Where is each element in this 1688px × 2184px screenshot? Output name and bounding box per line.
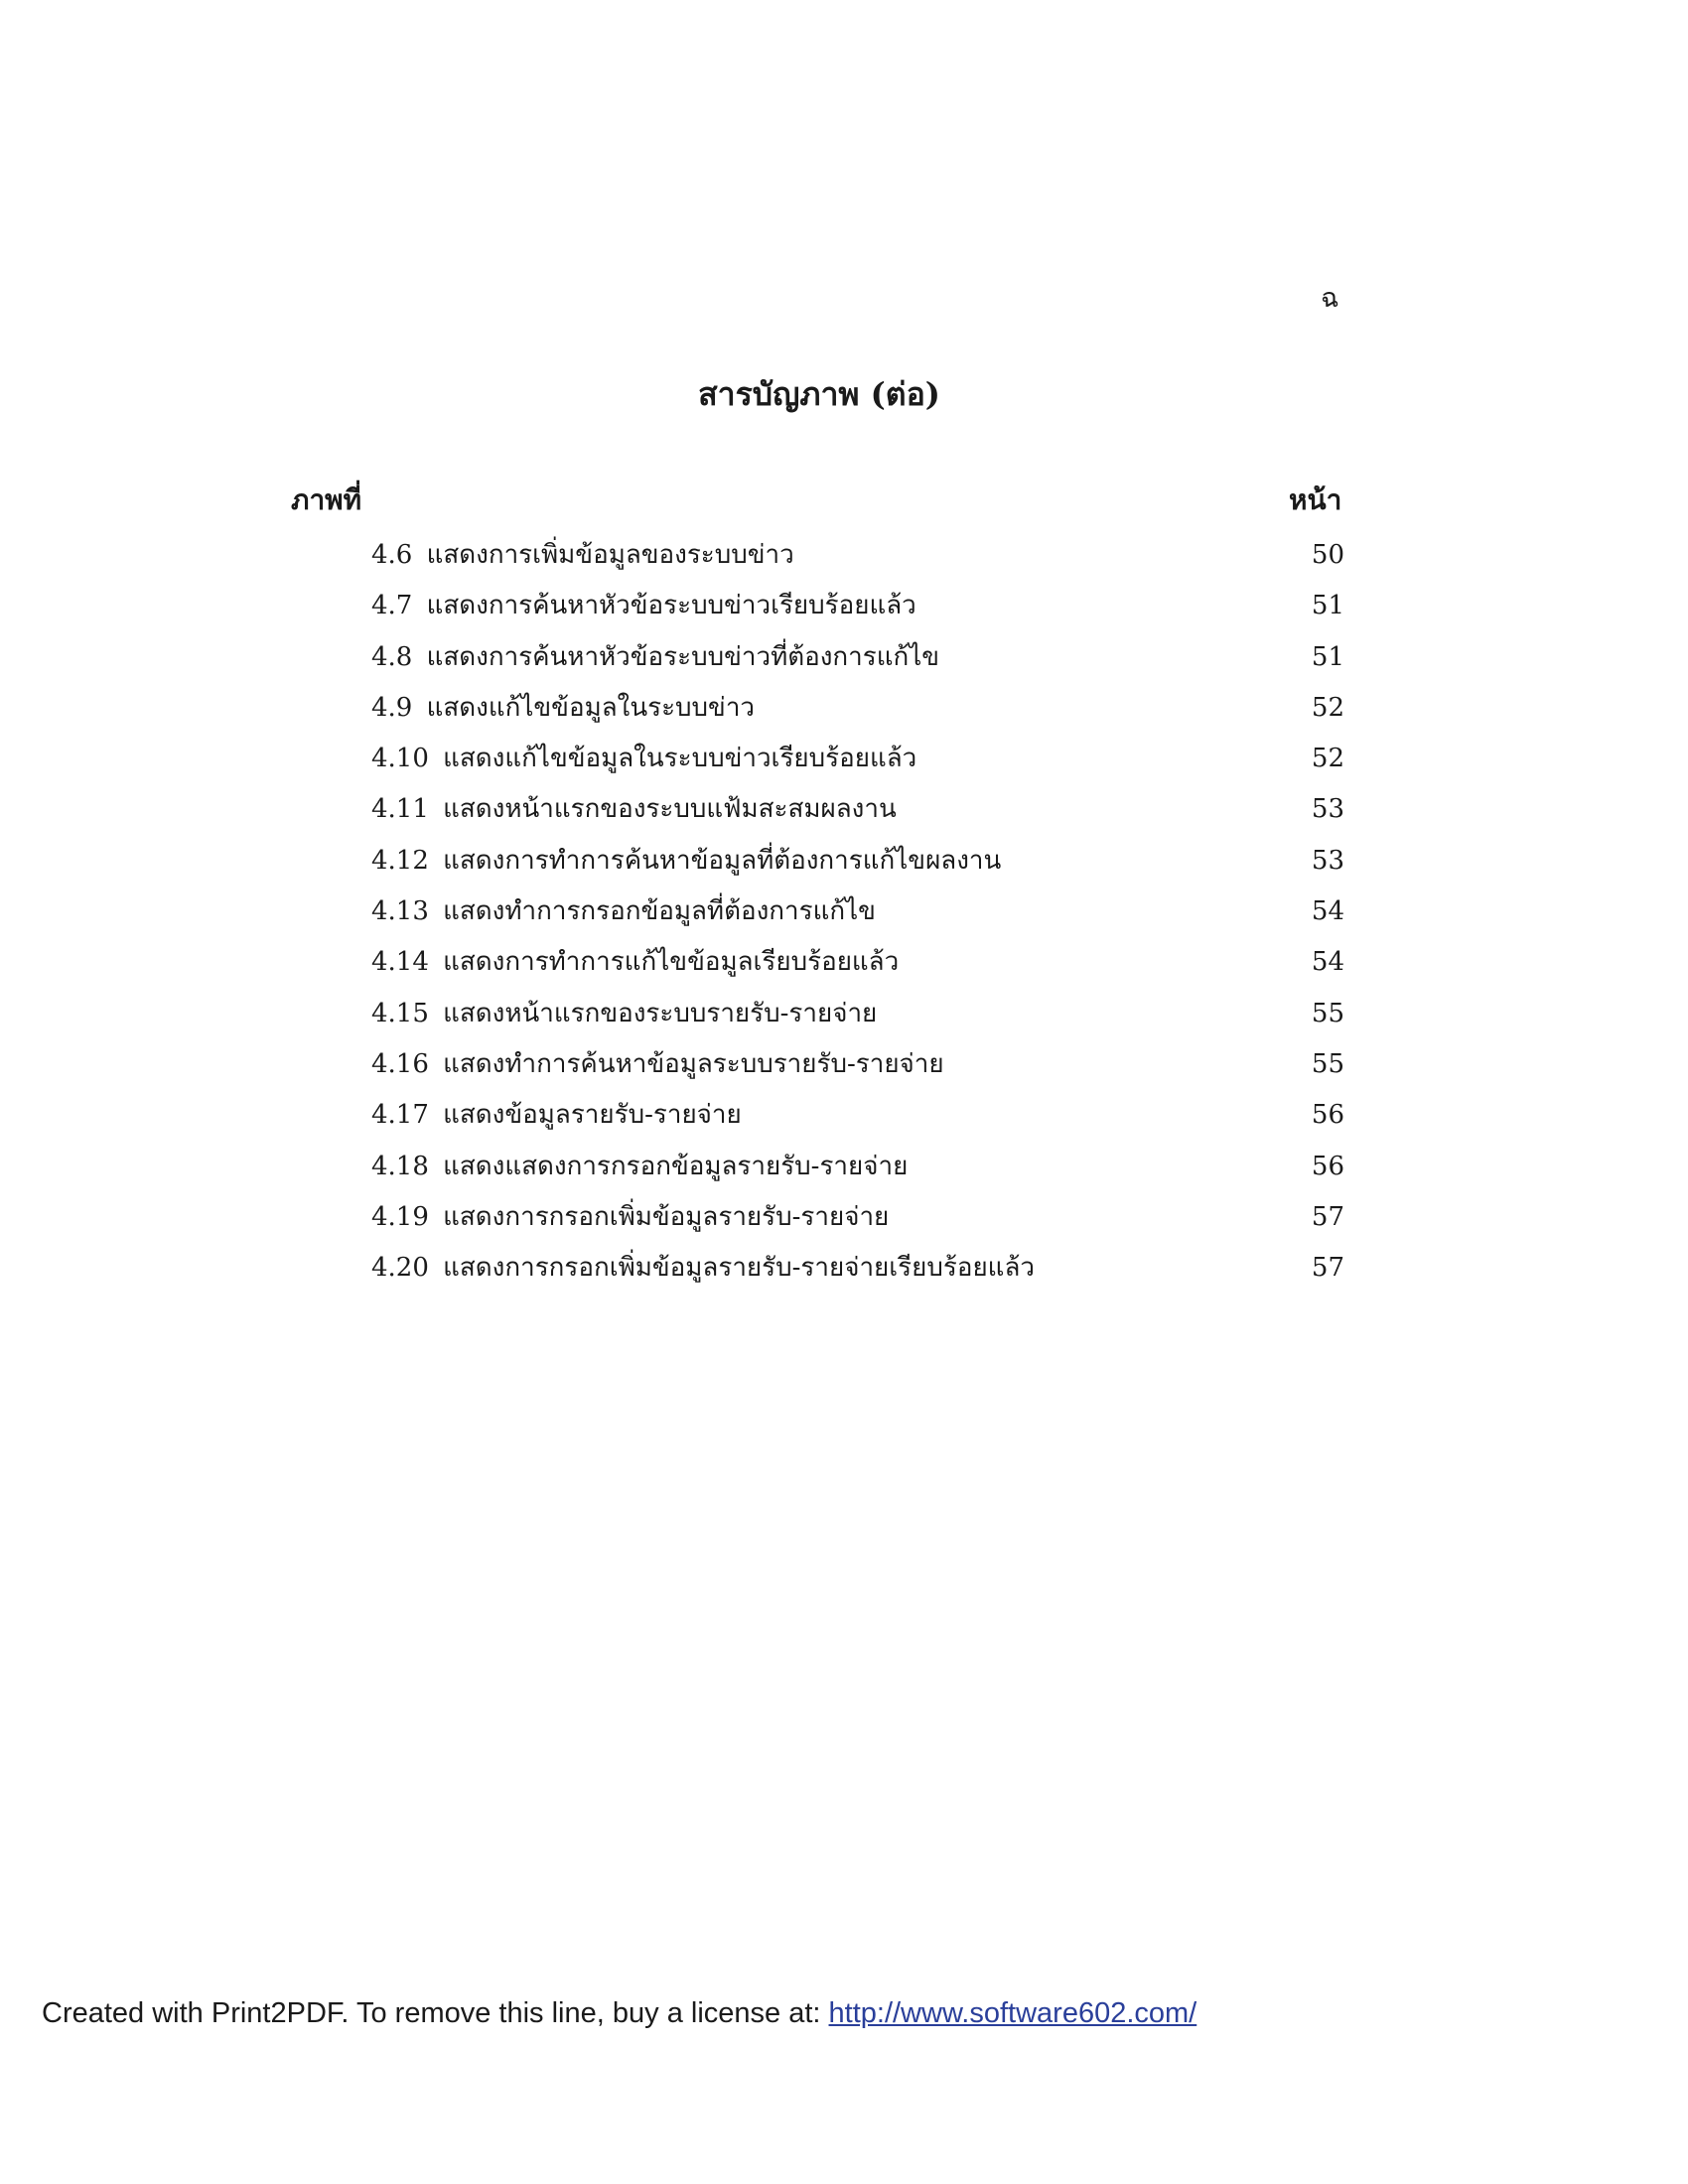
figure-caption: แสดงการกรอกเพิ่มข้อมูลรายรับ-รายจ่าย [443,1201,890,1232]
figure-caption: แสดงการค้นหาหัวข้อระบบข่าวเรียบร้อยแล้ว [426,591,916,621]
figure-number: 4.15 [371,998,429,1028]
page-ref: 55 [1311,1048,1344,1079]
figure-number: 4.10 [371,744,429,774]
toc-entry [371,887,1344,937]
figure-caption: แสดงการค้นหาหัวข้อระบบข่าวที่ต้องการแก้ไข [426,641,940,672]
toc-entry [371,632,1344,683]
figure-number: 4.12 [371,845,429,876]
figure-caption: แสดงแสดงการกรอกข้อมูลรายรับ-รายจ่าย [443,1151,909,1181]
page-ref: 57 [1311,1253,1344,1284]
license-link[interactable]: http://www.software602.com/ [828,1997,1197,2029]
figure-caption: แสดงการทำการค้นหาข้อมูลที่ต้องการแก้ไขผลงาน [443,845,1002,876]
figure-caption: แสดงแก้ไขข้อมูลในระบบข่าวเรียบร้อยแล้ว [443,744,917,774]
figure-caption: แสดงการเพิ่มข้อมูลของระบบข่าว [426,540,794,570]
page-ref: 51 [1311,591,1344,621]
figure-number: 4.9 [371,692,413,723]
toc-entry [371,937,1344,988]
figure-number: 4.14 [371,947,429,978]
figure-number: 4.11 [371,794,429,825]
toc-entry [371,683,1344,734]
toc-entry [371,1243,1344,1294]
page-ref: 52 [1311,744,1344,774]
figure-number: 4.8 [371,641,413,672]
figure-number: 4.16 [371,1048,429,1079]
toc-entry [371,836,1344,887]
figure-number: 4.7 [371,591,413,621]
toc-list [371,530,1344,1294]
figure-caption: แสดงแก้ไขข้อมูลในระบบข่าว [426,692,756,723]
figure-caption: แสดงหน้าแรกของระบบแฟ้มสะสมผลงาน [443,794,897,825]
figure-caption: แสดงหน้าแรกของระบบรายรับ-รายจ่าย [443,998,878,1028]
page-ref: 53 [1311,845,1344,876]
watermark-footer [42,1997,1196,2030]
figure-caption: แสดงการทำการแก้ไขข้อมูลเรียบร้อยแล้ว [443,947,900,978]
page-ref: 50 [1311,540,1344,570]
figure-caption: แสดงการกรอกเพิ่มข้อมูลรายรับ-รายจ่ายเรียบร้อยแล้ว [443,1253,1035,1284]
figure-number: 4.20 [371,1253,429,1284]
toc-entry [371,1192,1344,1243]
toc-entry [371,1090,1344,1141]
page-ref: 54 [1311,947,1344,978]
page-ref: 54 [1311,896,1344,927]
figure-number: 4.19 [371,1201,429,1232]
figure-number: 4.13 [371,896,429,927]
page-ref: 57 [1311,1201,1344,1232]
page-ref: 52 [1311,692,1344,723]
toc-entry [371,530,1344,581]
figure-number: 4.18 [371,1151,429,1181]
toc-entry [371,1142,1344,1192]
toc-entry [371,989,1344,1039]
figure-caption: แสดงทำการกรอกข้อมูลที่ต้องการแก้ไข [443,896,876,927]
page-title: สารบัญภาพ (ต่อ) [698,375,940,413]
figure-caption: แสดงข้อมูลรายรับ-รายจ่าย [443,1100,742,1131]
footer-text: Created with Print2PDF. To remove this line, buy a license at: [42,1997,829,2029]
figure-number: 4.6 [371,540,413,570]
toc-entry [371,1039,1344,1090]
toc-entry [371,734,1344,784]
page-ref: 53 [1311,794,1344,825]
page-ref: 51 [1311,641,1344,672]
toc-entry [371,784,1344,835]
figure-caption: แสดงทำการค้นหาข้อมูลระบบรายรับ-รายจ่าย [443,1048,944,1079]
column-header-figure: ภาพที่ [291,483,362,516]
page-number: ฉ [1321,283,1339,314]
page-ref: 56 [1311,1151,1344,1181]
page-ref: 55 [1311,998,1344,1028]
page-ref: 56 [1311,1100,1344,1131]
toc-entry [371,581,1344,631]
column-header-page: หน้า [1289,483,1342,516]
figure-number: 4.17 [371,1100,429,1131]
